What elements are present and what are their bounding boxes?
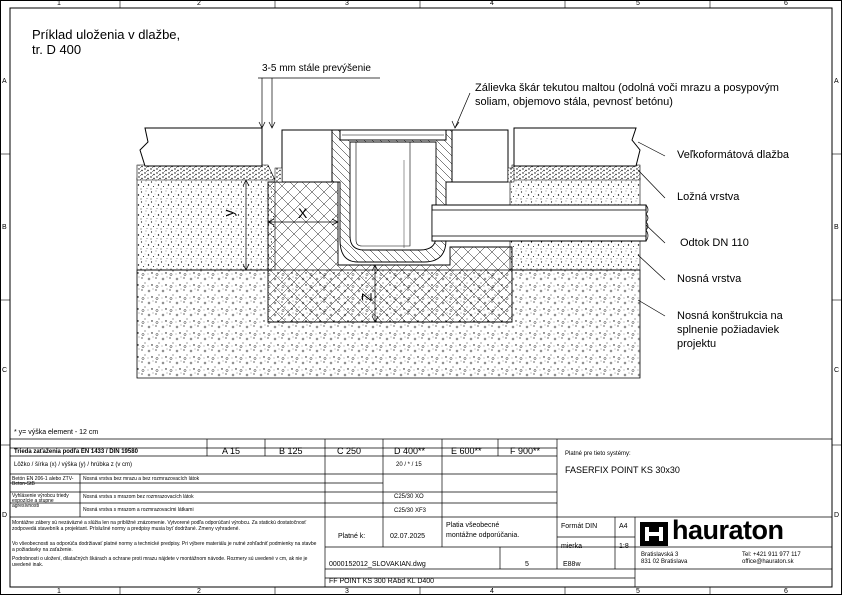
general-notes-1: Montážne zábery sú nezáväzné a slúžia len na približné znázornenie. Vytvorené podľa odporúčaní výrobcu. Za statickú dostatočnosť zodpovedá stavebník a projektant. Príslušné normy a predpisy musia byť dodržané. Zmeny vyhradené.: [12, 520, 307, 532]
general-notes-2: Vo všeobecnosti sa odporúča dodržiavať platné normy a technické predpisy. Pri výbere materiálu je nutné zohľadniť podmienky na stavbe a požiadavky na zaťaženie.: [12, 541, 317, 553]
company-email: office@hauraton.sk: [742, 559, 794, 565]
company-address-line2: 831 02 Bratislava: [641, 559, 688, 565]
valid-from-label: Platné k:: [338, 533, 366, 540]
row-label-frost: Nosná vrstva s mrazom bez rozmrazovacích látok: [83, 494, 194, 500]
dimension-z-label: Z: [358, 292, 375, 302]
company-logo-text: hauraton: [672, 515, 784, 545]
grid-column-label: 6: [784, 0, 788, 7]
grid-column-label: 4: [490, 0, 494, 7]
grid-column-label: 4: [490, 588, 494, 595]
hauraton-logo-mark: [640, 522, 668, 546]
grid-column-label: 3: [345, 588, 349, 595]
format-label: Formát DIN: [561, 523, 598, 530]
drawing-title-line2: tr. D 400: [32, 42, 82, 57]
product-name: FF POINT KS 300 RAbd KL D400: [329, 578, 435, 585]
load-class-e600: E 600**: [451, 446, 482, 456]
load-class-b125: B 125: [279, 446, 303, 456]
exposure-group-label: Vyhlásenie výrobcu triedy expozície a stupne agresívnosti: [12, 493, 69, 509]
grid-column-label: 1: [57, 588, 61, 595]
row-label-frost-deicing: Nosná vrstva s mrazom a rozmrazovacími látkami: [83, 507, 194, 513]
drawing-title-line1: Príklad uloženia v dlažbe,: [32, 27, 181, 42]
load-class-d400: D 400**: [394, 446, 426, 456]
grout-label-line2: soliam, objemovo stála, pevnosť betónu): [475, 96, 673, 108]
scale-label: mierka: [561, 543, 583, 550]
page-number: 5: [525, 561, 529, 568]
bedding-layer-right: [512, 165, 640, 180]
grid-row-label: A: [834, 78, 839, 85]
responsibility-line2: montážne odporúčania.: [446, 532, 520, 539]
drawing-title: [32, 27, 232, 57]
grid-row-label: C: [2, 367, 8, 374]
format-value: A4: [619, 523, 628, 530]
load-class-label: Trieda zaťaženia podľa EN 1433 / DIN 19580: [14, 449, 138, 455]
outlet-label: Odtok DN 110: [680, 237, 749, 249]
scale-value: 1:8: [619, 543, 629, 550]
concrete-value-frost-deicing: C25/30 XF3: [394, 508, 427, 514]
row-label-no-frost: Nosná vrstva bez mrazu a bez rozmrazovacích látok: [83, 476, 200, 482]
structure-label-line1: Nosná konštrukcia na: [677, 310, 783, 322]
grid-column-label: 1: [57, 0, 61, 7]
load-class-c250: C 250: [337, 446, 362, 456]
company-address-line1: Bratislavská 3: [641, 552, 679, 558]
grid-row-label: D: [834, 512, 840, 519]
file-name: 0000152012_SLOVAKIAN.dwg: [329, 561, 426, 568]
bedding-layer-left: [137, 165, 275, 180]
dimension-y-label: y: [220, 209, 237, 217]
footnote: * y= výška element - 12 cm: [14, 429, 99, 436]
structure-label-line3: projektu: [677, 338, 717, 350]
grid-column-label: 5: [636, 588, 640, 595]
bed-dimensions-label: Lôžko / šírka (x) / výška (y) / hrúbka z (v cm): [14, 462, 133, 468]
dimension-x-label: X: [298, 205, 308, 221]
grid-column-label: 3: [345, 0, 349, 7]
system-name: FASERFIX POINT KS 30x30: [565, 465, 680, 475]
grid-row-label: C: [834, 367, 840, 374]
grid-column-label: 2: [197, 588, 201, 595]
grout-label-line1: Zálievka škár tekutou maltou (odolná voči mrazu a posypovým: [475, 82, 779, 94]
load-class-a15: A 15: [222, 446, 241, 456]
load-class-f900: F 900**: [510, 446, 541, 456]
overhang-label: 3-5 mm stále prevýšenie: [262, 63, 371, 74]
grid-row-label: A: [2, 78, 7, 85]
author-code: E88w: [563, 561, 581, 568]
paving-label: Veľkoformátová dlažba: [677, 149, 790, 161]
grid-row-label: B: [2, 224, 7, 231]
structure-label-line2: splnenie požiadaviek: [677, 324, 780, 336]
grid-column-label: 5: [636, 0, 640, 7]
base-layer: [137, 178, 275, 270]
concrete-group-label: Betón EN 206-1 alebo ZTV-Beton-StB: [12, 476, 74, 487]
responsibility-line1: Platia všeobecné: [446, 522, 500, 529]
grid-row-label: D: [2, 512, 8, 519]
valid-for-label: Platné pre tieto systémy:: [565, 451, 631, 457]
concrete-value-frost: C25/30 XO: [394, 494, 424, 500]
drain-cavity: [350, 142, 436, 250]
grid-column-label: 6: [784, 588, 788, 595]
valid-from-value: 02.07.2025: [390, 533, 426, 540]
bed-dimensions-value: 20 / * / 15: [396, 462, 422, 468]
outlet-pipe: [432, 205, 648, 241]
grid-column-label: 2: [197, 0, 201, 7]
company-phone: Tel: +421 911 977 117: [742, 552, 801, 558]
bedding-label: Ložná vrstva: [677, 191, 740, 203]
general-notes-3: Podrobnosti o uložení, dilatačných škárach a ochrane proti mrazu nájdete v montážnom návode. Rozmery sú uvedené v cm, ak nie je uvedené inak.: [12, 556, 308, 568]
base-layer-label: Nosná vrstva: [677, 273, 742, 285]
grid-row-label: B: [834, 224, 839, 231]
